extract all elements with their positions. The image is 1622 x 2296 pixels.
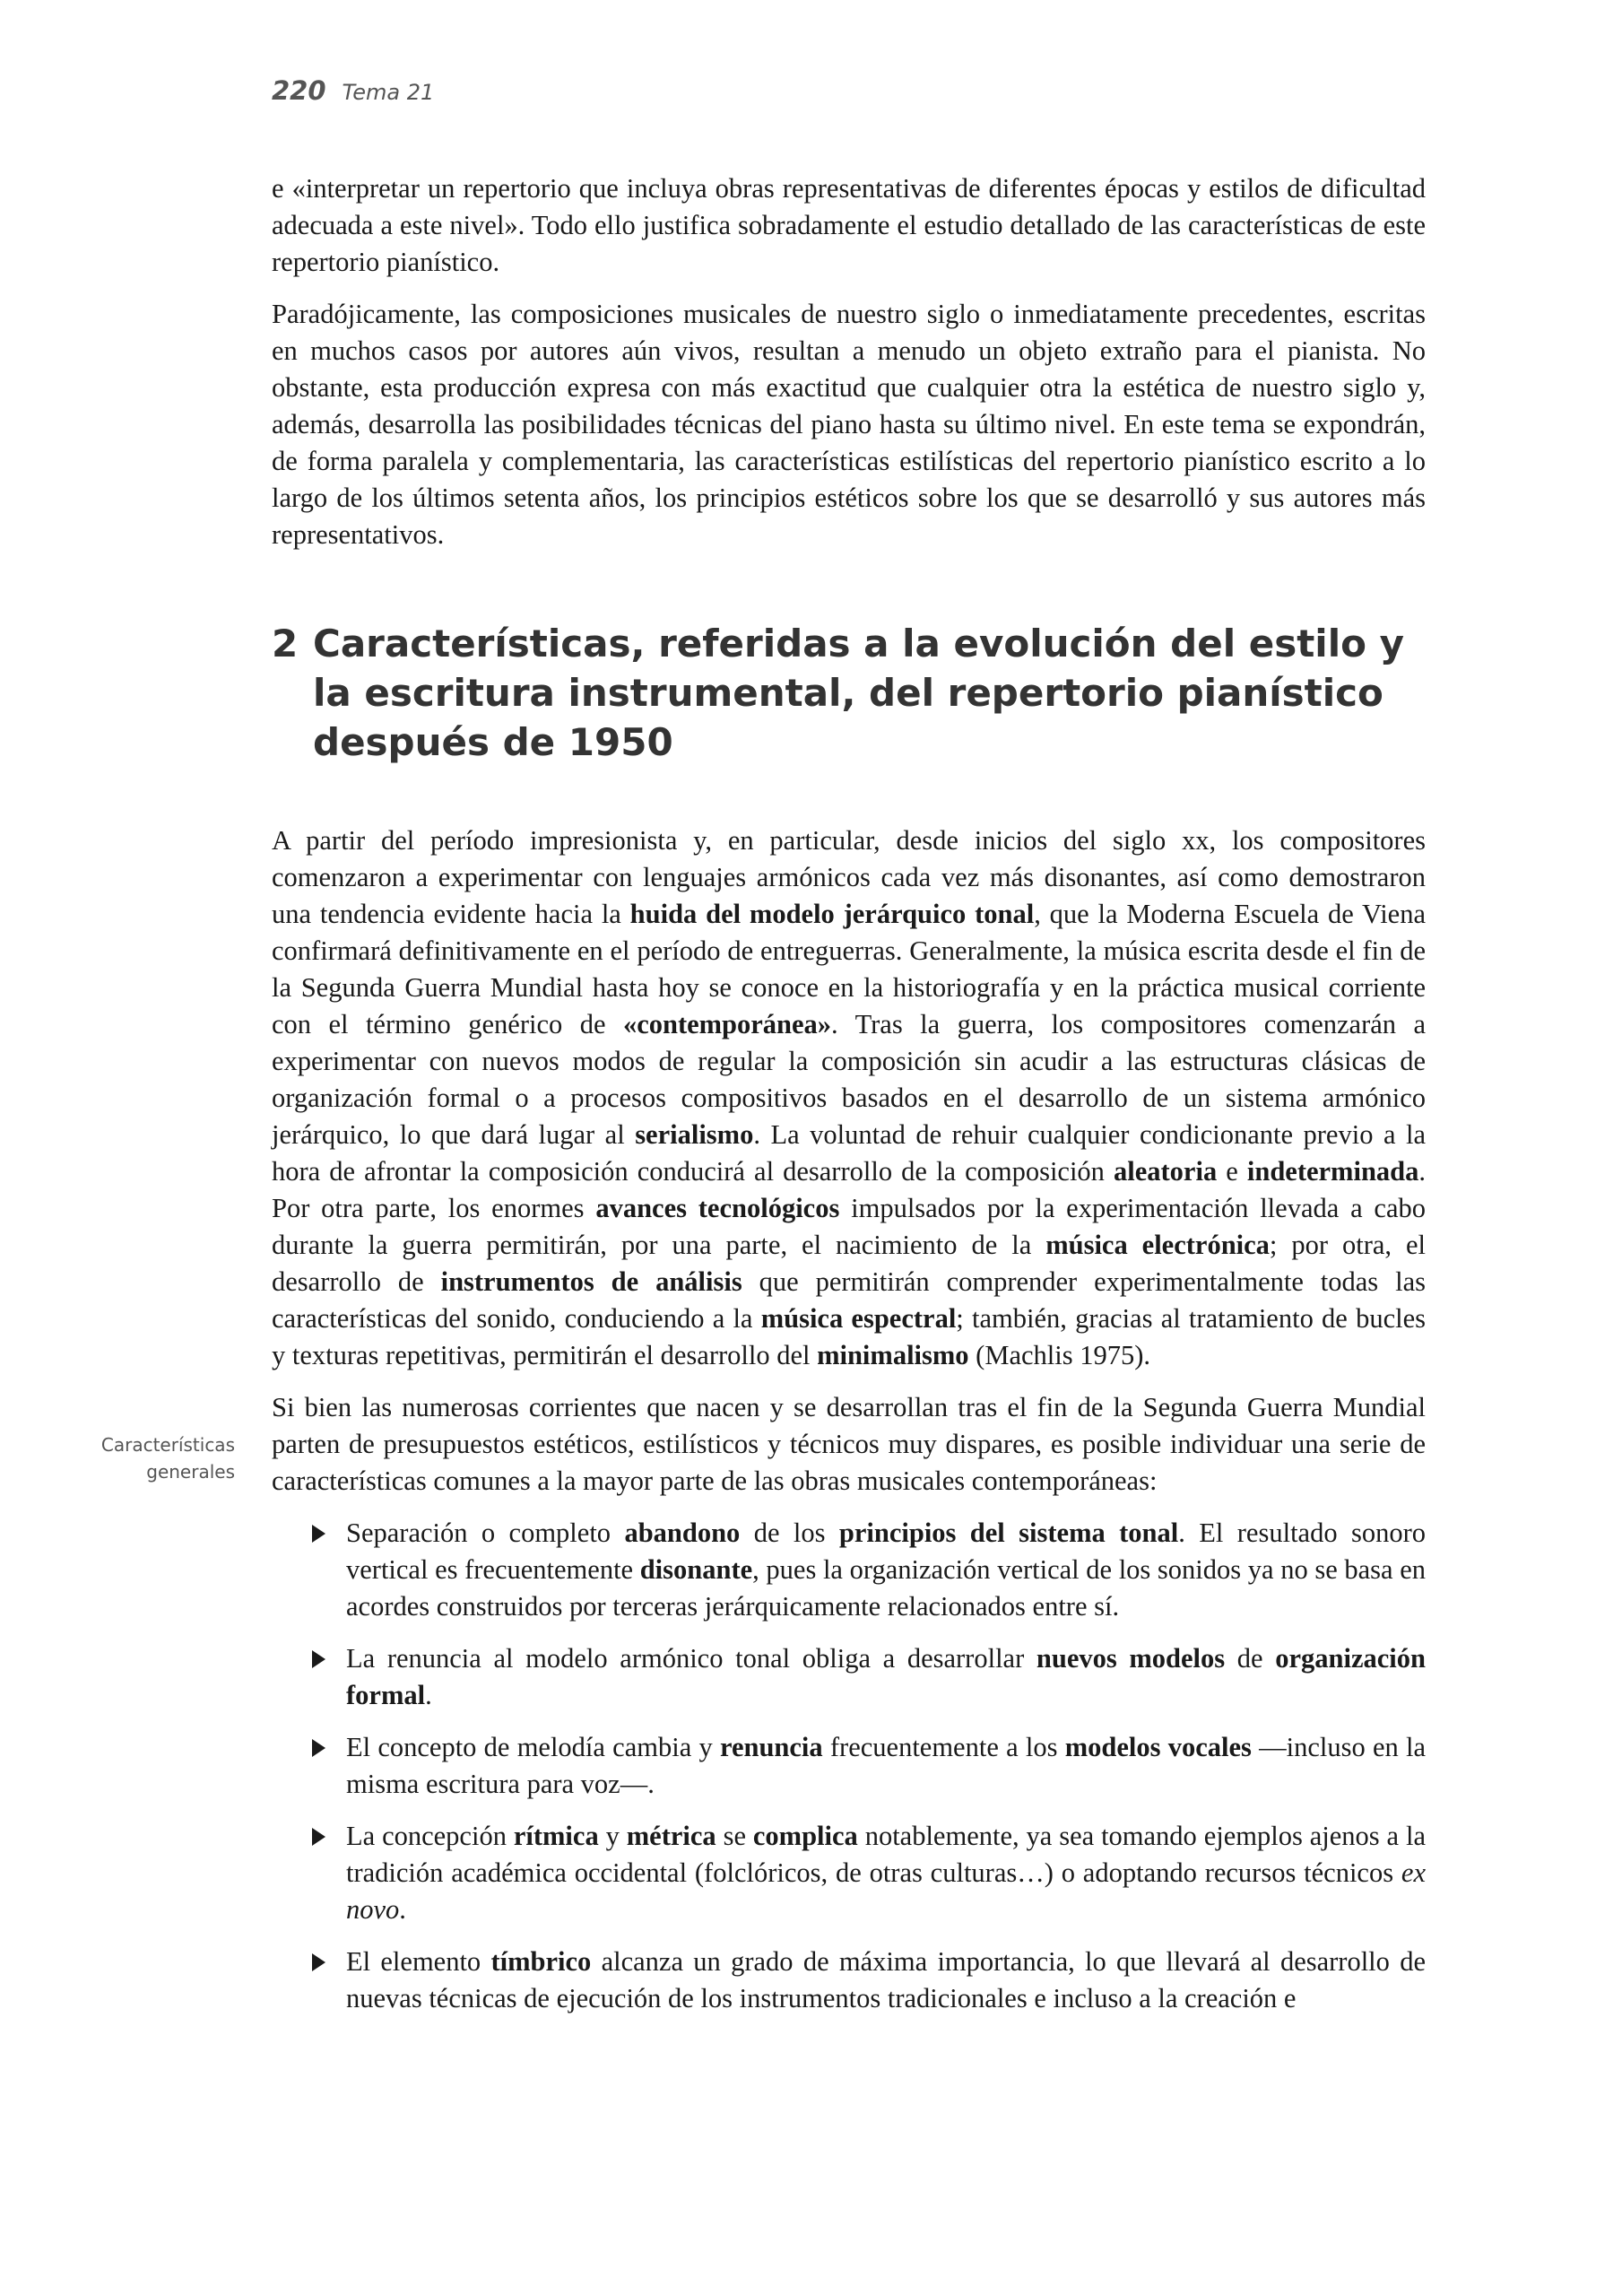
bold-term: serialismo bbox=[635, 1119, 754, 1150]
paragraph-4: Si bien las numerosas corrientes que nacen y se desarrollan tras el fin de la Segunda Guerra Mundial parten de presupuestos estéticos, estilísticos y técnicos muy dispares, es posible individuar una serie de características comunes a la mayor parte de las obras musicales contemporáneas: bbox=[272, 1392, 1426, 1496]
list-item: El concepto de melodía cambia y renuncia frecuentemente a los modelos vocales —incluso en la misma escritura para voz—. bbox=[312, 1729, 1426, 1803]
intro-block bbox=[272, 170, 1426, 569]
margin-note: Características generales bbox=[100, 1434, 235, 1483]
section-heading bbox=[272, 619, 1428, 767]
bullet-triangle-icon bbox=[312, 1828, 325, 1846]
main-block bbox=[272, 822, 1426, 2032]
bold-term: instrumentos de análisis bbox=[440, 1266, 742, 1297]
section-number: 2 bbox=[272, 622, 299, 665]
running-header bbox=[272, 75, 434, 106]
list-item: Separación o completo abandono de los principios del sistema tonal. El resultado sonoro vertical es frecuentemente disonante, pues la organización vertical de los sonidos ya no se basa en acordes construidos por terceras jerárquicamente relacionados entre sí. bbox=[312, 1515, 1426, 1625]
bold-term: música espectral bbox=[760, 1303, 957, 1334]
bold-term: aleatoria bbox=[1114, 1156, 1218, 1187]
list-item: La concepción rítmica y métrica se complica notablemente, ya sea tomando ejemplos ajenos a la tradición académica occidental (folclóricos, de otras culturas…) o adoptando recursos técnicos ex novo. bbox=[312, 1818, 1426, 1928]
paragraph-3: A partir del período impresionista y, en particular, desde inicios del siglo xx, los compositores comenzaron a experimentar con lenguajes armónicos cada vez más disonantes, así como demostraron una tendencia evidente hacia la huida del modelo jerárquico tonal, que la Moderna Escuela de Viena confirmará definitivamente en el período de entreguerras. Generalmente, la música escrita desde el fin de la Segunda Guerra Mundial hasta hoy se conoce en la historiografía y en la práctica musical corriente con el término genérico de «contemporánea». Tras la guerra, los compositores comenzarán a experimentar con nuevos modos de regular la composición sin acudir a las estructuras clásicas de organización formal o a procesos compositivos basados en el desarrollo de un sistema armónico jerárquico, lo que dará lugar al serialismo. La voluntad de rehuir cualquier condicionante previo a la hora de afrontar la composición conducirá al desarrollo de la composición aleatoria e indeterminada. Por otra parte, los enormes avances tecnológicos impulsados por la experimentación llevada a cabo durante la guerra permitirán, por una parte, el nacimiento de la música electrónica; por otra, el desarrollo de instrumentos de análisis que permitirán comprender experimentalmente todas las características del sonido, conduciendo a la música espectral; también, gracias al tratamiento de bucles y texturas repetitivas, permitirán el desarrollo del minimalismo (Machlis 1975). bbox=[272, 825, 1426, 1370]
list-item: La renuncia al modelo armónico tonal obliga a desarrollar nuevos modelos de organización formal. bbox=[312, 1640, 1426, 1714]
paragraph-2: Paradójicamente, las composiciones musicales de nuestro siglo o inmediatamente precedentes, escritas en muchos casos por autores aún vivos, resultan a menudo un objeto extraño para el pianista. No obstante, esta producción expresa con más exactitud que cualquier otra la estética de nuestro siglo y, además, desarrolla las posibilidades técnicas del piano hasta su último nivel. En este tema se expondrán, de forma paralela y complementaria, las características estilísticas del repertorio pianístico escrito a lo largo de los últimos setenta años, los principios estéticos sobre los que se desarrolló y sus autores más representativos. bbox=[272, 299, 1426, 550]
bullet-triangle-icon bbox=[312, 1650, 325, 1668]
page-number: 220 bbox=[272, 75, 326, 106]
bold-term: música electrónica bbox=[1045, 1230, 1270, 1260]
bold-term: «contemporánea» bbox=[622, 1009, 832, 1039]
bullet-triangle-icon bbox=[312, 1739, 325, 1757]
paragraph-1: e «interpretar un repertorio que incluya obras representativas de diferentes épocas y estilos de dificultad adecuada a este nivel». Todo ello justifica sobradamente el estudio detallado de las características de este repertorio pianístico. bbox=[272, 173, 1426, 277]
bold-term: indeterminada bbox=[1246, 1156, 1419, 1187]
list-item: El elemento tímbrico alcanza un grado de máxima importancia, lo que llevará al desarrollo de nuevas técnicas de ejecución de los instrumentos tradicionales e incluso a la creación e bbox=[312, 1944, 1426, 2017]
chapter-title: Tema 21 bbox=[342, 80, 435, 105]
bullet-triangle-icon bbox=[312, 1953, 325, 1971]
bold-term: avances tecnológicos bbox=[595, 1193, 840, 1223]
bold-term: minimalismo bbox=[817, 1340, 969, 1370]
bold-term: huida del modelo jerárquico tonal bbox=[629, 899, 1035, 929]
section-title: Características, referidas a la evolución del estilo y la escritura instrumental, del repertorio pianístico después de 1950 bbox=[313, 622, 1404, 764]
bullet-triangle-icon bbox=[312, 1525, 325, 1543]
characteristics-list bbox=[272, 1515, 1426, 2017]
